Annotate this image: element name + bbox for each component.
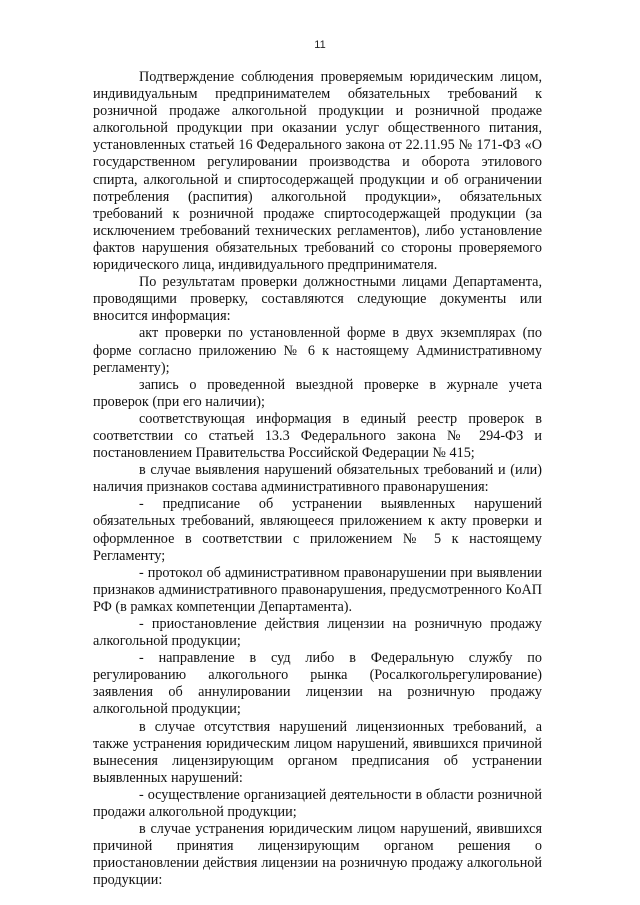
- paragraph-court-referral: - направление в суд либо в Федеральную службу по регулированию алкогольного рынка (Росалкогольрегулирование) заявления об аннулировании лицензии на розничную продажу алкогольной продукции;: [93, 650, 542, 718]
- paragraph-journal-record: запись о проведенной выездной проверке в журнале учета проверок (при его наличии);: [93, 376, 542, 410]
- paragraph-offense-protocol: - протокол об административном правонарушении при выявлении признаков административного правонарушения, предусмотренного КоАП РФ (в рамках компетенции Департамента).: [93, 564, 542, 615]
- paragraph-confirmation: Подтверждение соблюдения проверяемым юридическим лицом, индивидуальным предпринимателем обязательных требований к розничной продаже алкогольной продукции и розничной продаже алкогольной продукции при оказании услуг общественного питания, установленных статьей 16 Федерального закона от 22.11.95 № 171-ФЗ «О государственном регулировании производства и оборота этилового спирта, алкогольной и спиртосодержащей продукции и об ограничении потребления (распития) алкогольной продукции», обязательных требований к розничной продаже спиртосодержащей продукции (за исключением требований технических регламентов), либо установление фактов нарушения обязательных требований со стороны проверяемого юридического лица, индивидуального предпринимателя.: [93, 69, 542, 274]
- paragraph-order-to-eliminate: - предписание об устранении выявленных нарушений обязательных требований, являющееся приложением к акту проверки и оформленное в соответствии с приложением № 5 к настоящему Регламенту;: [93, 496, 542, 564]
- paragraph-no-violations-case: в случае отсутствия нарушений лицензионных требований, а также устранения юридическим лицом нарушений, явившихся причиной вынесения лицензирующим органом предписания об устранении выявленных нарушений:: [93, 718, 542, 786]
- body-text: [93, 69, 542, 890]
- paragraph-inspection-act: акт проверки по установленной форме в двух экземплярах (по форме согласно приложению № 6 к настоящему Административному регламенту);: [93, 325, 542, 376]
- paragraph-registry-info: соответствующая информация в единый реестр проверок в соответствии со статьей 13.3 Федерального закона № 294-ФЗ и постановлением Правительства Российской Федерации № 415;: [93, 410, 542, 462]
- paragraph-elimination-case: в случае устранения юридическим лицом нарушений, явившихся причиной принятия лицензирующим органом решения о приостановлении действия лицензии на розничную продажу алкогольной продукции:: [93, 821, 542, 889]
- paragraph-violations-case: в случае выявления нарушений обязательных требований и (или) наличия признаков состава административного правонарушения:: [93, 462, 542, 496]
- paragraph-inspection-results: По результатам проверки должностными лицами Департамента, проводящими проверку, составляются следующие документы или вносится информация:: [93, 274, 542, 325]
- page-number: 11: [314, 39, 326, 51]
- paragraph-license-suspension: - приостановление действия лицензии на розничную продажу алкогольной продукции;: [93, 616, 542, 650]
- paragraph-retail-activity: - осуществление организацией деятельности в области розничной продажи алкогольной продукции;: [93, 786, 542, 821]
